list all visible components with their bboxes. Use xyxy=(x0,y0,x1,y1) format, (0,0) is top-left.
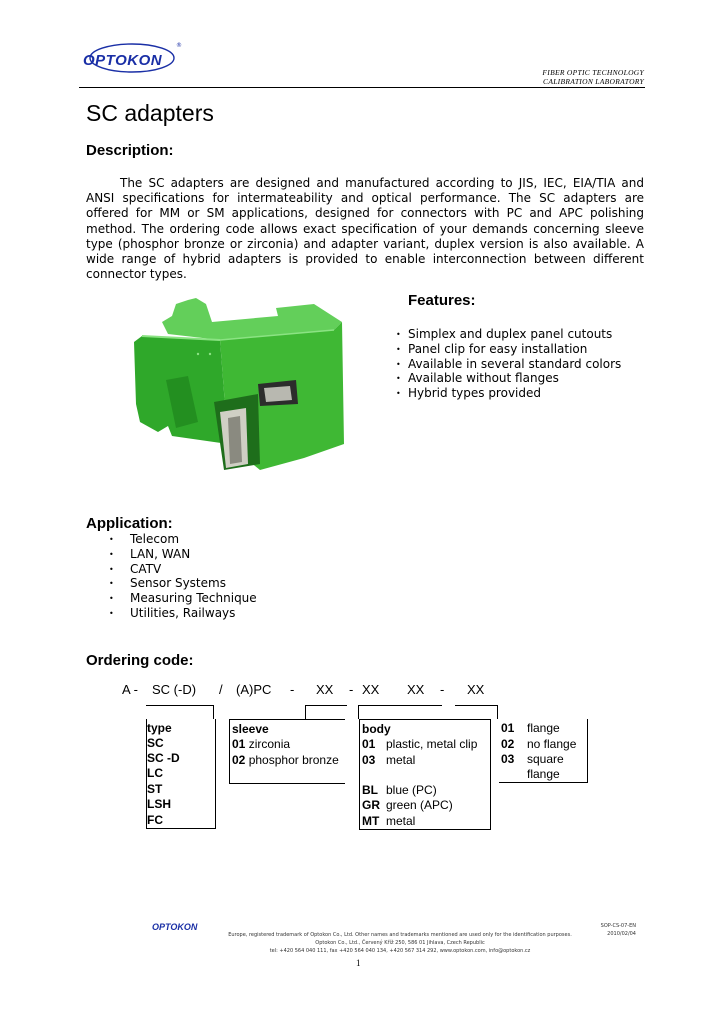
type-underline xyxy=(146,705,214,706)
footer-line3: tel: +420 564 040 111, fax +420 564 040 134, +420 567 314 292, www.optokon.com, info@optokon.cz xyxy=(269,948,531,954)
code-xx2: XX xyxy=(362,682,380,697)
header-tagline xyxy=(542,68,644,86)
type-item: FC xyxy=(147,813,163,827)
code-xx4: XX xyxy=(467,682,485,697)
color-label: green (APC) xyxy=(386,798,453,812)
flange-label: square xyxy=(527,752,564,766)
code-apc: (A)PC xyxy=(236,682,272,697)
color-item xyxy=(362,798,453,813)
list-item: • Utilities, Railways xyxy=(130,606,257,621)
list-item: • CATV xyxy=(130,562,257,577)
list-item: • Available without flanges xyxy=(408,371,621,386)
body-label: metal xyxy=(386,753,416,767)
body-connector xyxy=(358,705,359,719)
type-item: ST xyxy=(147,782,163,796)
type-item: SC xyxy=(147,736,164,750)
flange-item xyxy=(501,721,560,736)
code-dash1: - xyxy=(290,682,295,697)
list-item: • LAN, WAN xyxy=(130,547,257,562)
code-a: A - xyxy=(122,682,138,697)
type-item: LC xyxy=(147,766,163,780)
optokon-logo xyxy=(80,40,190,76)
body-label: plastic, metal clip xyxy=(386,737,478,751)
list-item: • Simplex and duplex panel cutouts xyxy=(408,327,621,342)
footer-text xyxy=(210,931,590,955)
color-label: blue (PC) xyxy=(386,783,437,797)
type-connector xyxy=(213,705,214,719)
flange-code: 03 xyxy=(501,752,515,766)
color-item xyxy=(362,783,437,798)
page-title: SC adapters xyxy=(86,100,214,126)
sleeve-label: phosphor bronze xyxy=(248,753,339,767)
flange-underline xyxy=(455,705,498,706)
flange-label: no flange xyxy=(527,737,577,751)
sleeve-header: sleeve xyxy=(232,722,269,736)
features-heading: Features: xyxy=(408,292,476,309)
list-item: • Sensor Systems xyxy=(130,576,257,591)
flange-code: 01 xyxy=(501,721,515,735)
color-item xyxy=(362,814,415,829)
description-text: The SC adapters are designed and manufactured according to JIS, IEC, EIA/TIA and ANSI specifications for intermateability and optical performance. The SC adapters are offered for MM or SM applications, designed for connectors with PC and APC polishing method. The ordering code allows exact specification of your demands concerning sleeve type (phosphor bronze or zirconia) and adapter variant, duplex version is also available. A wide range of hybrid adapters is provided to enable interconnection between different connector types. xyxy=(86,176,644,282)
flange-code: 02 xyxy=(501,737,515,751)
code-xx3: XX xyxy=(407,682,425,697)
color-label: metal xyxy=(386,814,416,828)
flange-box xyxy=(499,719,588,783)
application-heading: Application: xyxy=(86,515,173,532)
code-dash2: - xyxy=(349,682,354,697)
body-code: 03 xyxy=(362,753,376,767)
list-item: • Available in several standard colors xyxy=(408,357,621,372)
body-item xyxy=(362,737,477,752)
sc-adapter-image xyxy=(128,294,368,482)
body-box xyxy=(359,719,491,830)
code-slash: / xyxy=(219,682,223,697)
list-item: • Hybrid types provided xyxy=(408,386,621,401)
registered-mark: ® xyxy=(176,42,182,49)
tagline-line2: CALIBRATION LABORATORY xyxy=(543,77,644,86)
sleeve-box xyxy=(229,719,345,784)
footer-line2: Optokon Co., Ltd., Červený Kříž 250, 586 01 Jihlava, Czech Republic xyxy=(315,940,485,946)
sleeve-underline xyxy=(305,705,347,706)
footer-logo: OPTOKON xyxy=(152,922,198,932)
footer-doc-code: SOP-CS-07-EN xyxy=(600,923,636,929)
body-header: body xyxy=(362,722,391,736)
type-item: SC -D xyxy=(147,751,180,765)
footer-line1: Europe, registered trademark of Optokon Co., Ltd. Other names and trademarks mentioned are used only for the identification purposes. xyxy=(228,932,572,938)
sleeve-item xyxy=(232,737,290,752)
color-code: MT xyxy=(362,814,380,828)
sleeve-label: zirconia xyxy=(248,737,291,751)
color-code: GR xyxy=(362,798,380,812)
sleeve-item xyxy=(232,753,339,768)
page-number: 1 xyxy=(356,958,361,968)
sleeve-code: 01 xyxy=(232,737,246,751)
type-box xyxy=(146,719,216,829)
footer-doc-info xyxy=(601,922,636,938)
flange-connector xyxy=(497,705,498,719)
code-xx1: XX xyxy=(316,682,334,697)
flange-extra: flange xyxy=(527,767,560,781)
description-heading: Description: xyxy=(86,142,174,159)
sleeve-code: 02 xyxy=(232,753,246,767)
code-dash3: - xyxy=(440,682,445,697)
flange-item xyxy=(501,752,564,767)
body-underline xyxy=(358,705,442,706)
footer-doc-date: 2010/02/04 xyxy=(607,931,636,937)
list-item: • Telecom xyxy=(130,532,257,547)
logo-text: OPTOKON xyxy=(83,52,163,69)
ordering-heading: Ordering code: xyxy=(86,652,194,669)
header-divider xyxy=(79,87,645,88)
code-sc: SC (-D) xyxy=(152,682,197,697)
body-code: 01 xyxy=(362,737,376,751)
application-list xyxy=(130,532,257,621)
color-code: BL xyxy=(362,783,378,797)
list-item: • Panel clip for easy installation xyxy=(408,342,621,357)
flange-label: flange xyxy=(527,721,560,735)
features-list xyxy=(408,327,621,401)
type-item: LSH xyxy=(147,797,171,811)
body-item xyxy=(362,753,415,768)
sleeve-connector xyxy=(305,705,306,719)
flange-item xyxy=(501,737,576,752)
tagline-line1: FIBER OPTIC TECHNOLOGY xyxy=(542,68,644,77)
type-header: type xyxy=(147,721,172,735)
list-item: • Measuring Technique xyxy=(130,591,257,606)
